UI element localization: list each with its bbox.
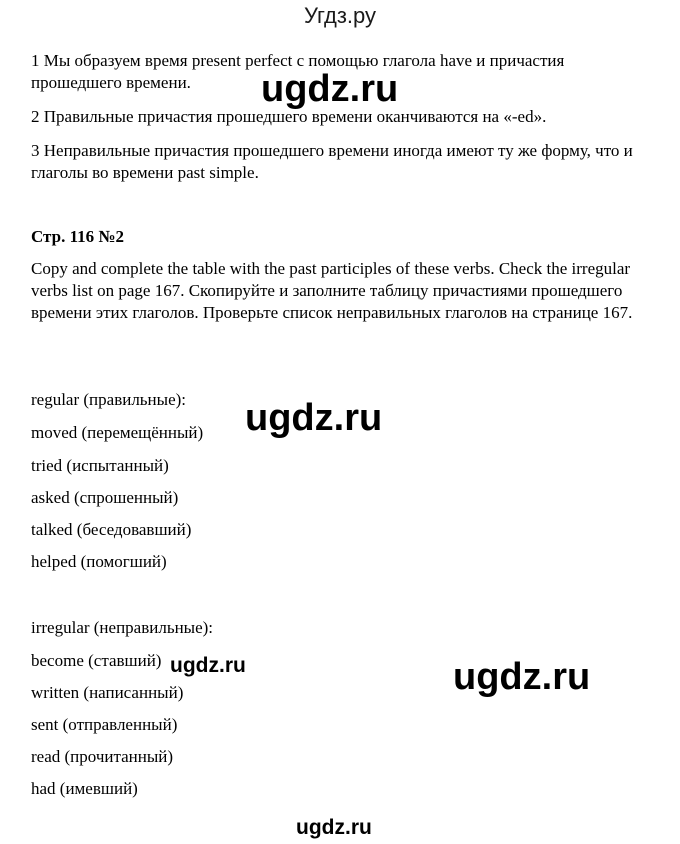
watermark: ugdz.ru — [296, 816, 372, 839]
list-item: talked (беседовавший) — [31, 520, 192, 539]
exercise-instruction: Copy and complete the table with the past participles of these verbs. Check the irregular verbs list on page 167. Скопируйте и заполните таблицу причастиями прошедшего времени этих глаголов. Проверьте список неправильных глаголов на странице 167. — [31, 259, 633, 322]
watermark: ugdz.ru — [245, 397, 383, 439]
list-item: become (ставший) — [31, 651, 162, 670]
list-item: written (написанный) — [31, 683, 184, 702]
list-item: had (имевший) — [31, 779, 138, 798]
list-item: sent (отправленный) — [31, 715, 178, 734]
list-item: tried (испытанный) — [31, 456, 169, 475]
watermark: ugdz.ru — [261, 68, 399, 110]
list-item: moved (перемещённый) — [31, 423, 204, 442]
list-item: asked (спрошенный) — [31, 488, 179, 507]
rule-1: 1 Мы образуем время present perfect с помощью глагола have и причастия прошедшего времени. — [31, 51, 565, 92]
watermark: ugdz.ru — [453, 656, 591, 698]
list-item: read (прочитанный) — [31, 747, 174, 766]
exercise-heading: Стр. 116 №2 — [31, 227, 124, 246]
rule-3: 3 Неправильные причастия прошедшего времени иногда имеют ту же форму, что и глаголы во времени past simple. — [31, 141, 633, 182]
site-title: Угдз.ру — [303, 3, 377, 28]
regular-label: regular (правильные): — [31, 390, 187, 409]
watermark: ugdz.ru — [170, 654, 246, 677]
irregular-label: irregular (неправильные): — [31, 618, 214, 637]
rule-2: 2 Правильные причастия прошедшего времени оканчиваются на «-ed». — [31, 107, 547, 126]
list-item: helped (помогший) — [31, 552, 167, 571]
